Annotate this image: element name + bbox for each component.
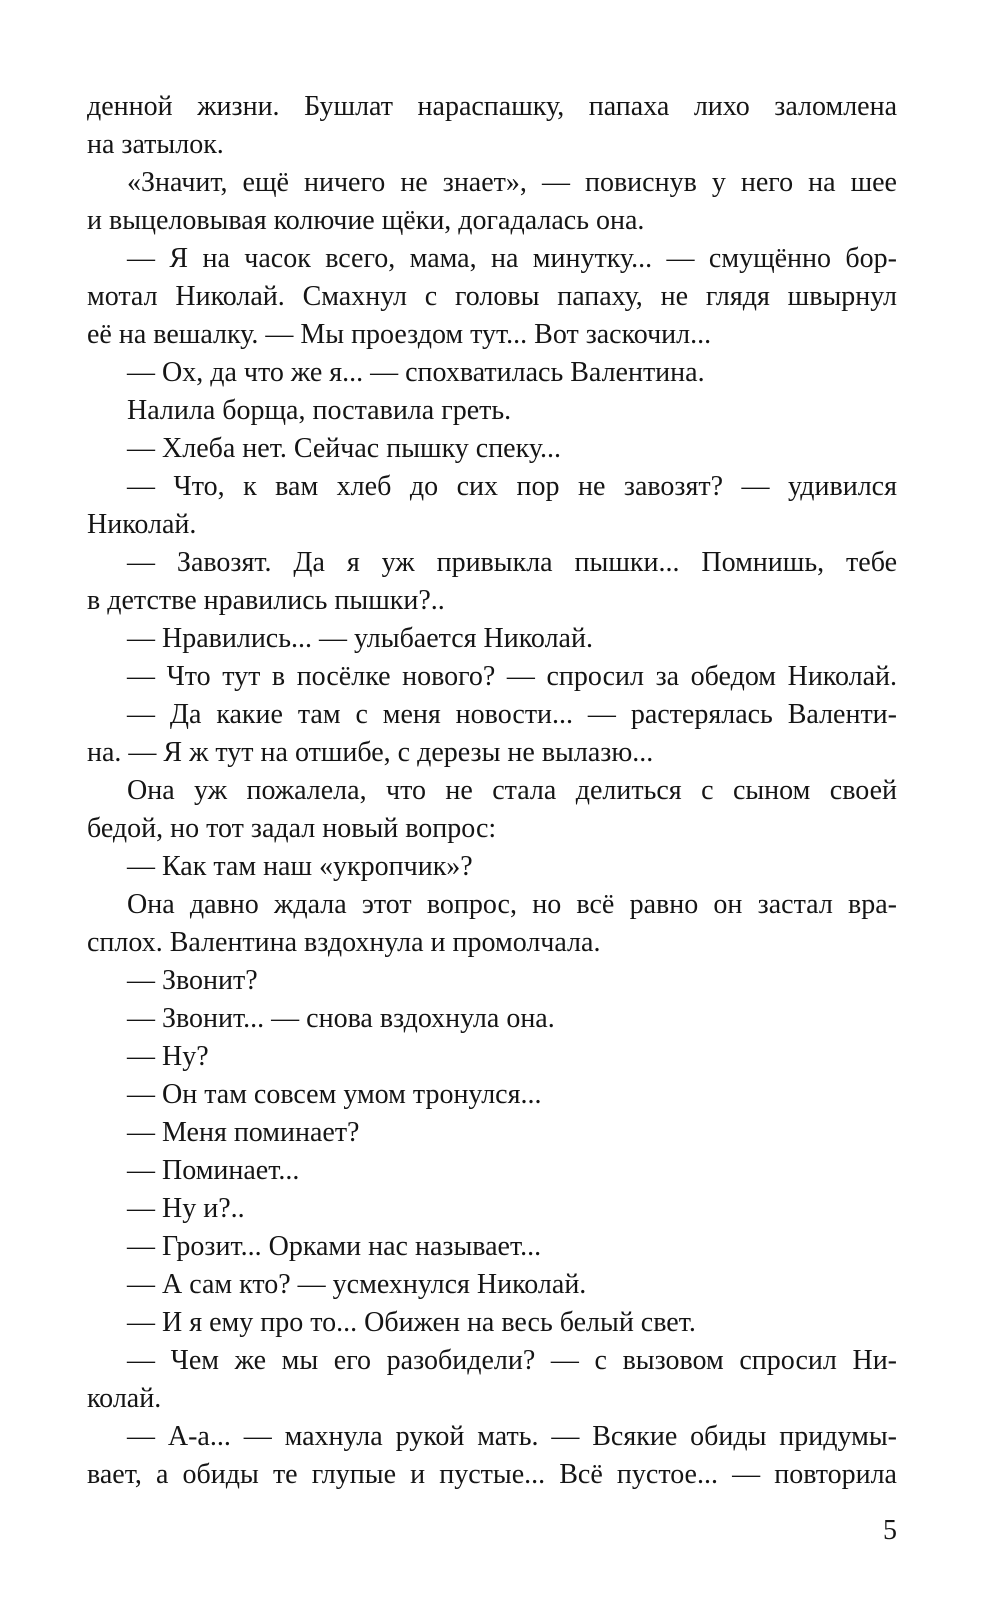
text-line: — Как там наш «укропчик»?	[127, 851, 473, 882]
text-line: — Чем же мы его разобидели? — с вызовом спросил Ни-	[127, 1345, 897, 1376]
text-line: её на вешалку. — Мы проездом тут... Вот заскочил...	[87, 319, 712, 350]
text-line: — Хлеба нет. Сейчас пышку спеку...	[127, 433, 562, 464]
text-line: — Он там совсем умом тронулся...	[127, 1079, 542, 1110]
text-line: — Нравились... — улыбается Николай.	[127, 623, 593, 654]
text-line: — Что тут в посёлке нового? — спросил за обедом Николай.	[127, 661, 897, 692]
text-line: — А-а... — махнула рукой мать. — Всякие обиды придумы-	[127, 1421, 897, 1452]
text-line: на. — Я ж тут на отшибе, с дерезы не вылазю...	[87, 737, 654, 768]
body-text	[87, 88, 897, 1494]
text-line: на затылок.	[87, 129, 224, 160]
text-line: — Ох, да что же я... — спохватилась Валентина.	[127, 357, 705, 388]
text-line: — Звонит... — снова вздохнула она.	[127, 1003, 555, 1034]
text-line: — Поминает...	[127, 1155, 300, 1186]
text-line: — Да какие там с меня новости... — растерялась Валенти-	[127, 699, 897, 730]
text-line: «Значит, ещё ничего не знает», — повиснув у него на шее	[127, 167, 897, 198]
text-line: — Грозит... Орками нас называет...	[127, 1231, 542, 1262]
text-line: — Ну и?..	[127, 1193, 245, 1224]
text-line: — И я ему про то... Обижен на весь белый свет.	[127, 1307, 696, 1338]
text-line: и выцеловывая колючие щёки, догадалась она.	[87, 205, 645, 236]
text-line: — Ну?	[127, 1041, 209, 1072]
text-line: Она уж пожалела, что не стала делиться с сыном своей	[127, 775, 897, 806]
text-line: сплох. Валентина вздохнула и промолчала.	[87, 927, 601, 958]
text-line: Налила борща, поставила греть.	[127, 395, 512, 426]
text-line: в детстве нравились пышки?..	[87, 585, 445, 616]
text-line: — Завозят. Да я уж привыкла пышки... Помнишь, тебе	[127, 547, 897, 578]
text-line: колай.	[87, 1383, 162, 1414]
text-line: — Звонит?	[127, 965, 258, 996]
text-line: — Я на часок всего, мама, на минутку... — смущённо бор-	[127, 243, 897, 274]
text-line: Николай.	[87, 509, 197, 540]
text-line: — Меня поминает?	[127, 1117, 360, 1148]
text-line: — А сам кто? — усмехнулся Николай.	[127, 1269, 587, 1300]
text-line: — Что, к вам хлеб до сих пор не завозят? — удивился	[127, 471, 897, 502]
text-line: денной жизни. Бушлат нараспашку, папаха лихо заломлена	[87, 91, 897, 122]
text-line: мотал Николай. Смахнул с головы папаху, не глядя швырнул	[87, 281, 897, 312]
text-line: Она давно ждала этот вопрос, но всё равно он застал вра-	[127, 889, 897, 920]
text-line: бедой, но тот задал новый вопрос:	[87, 813, 497, 844]
text-line: вает, а обиды те глупые и пустые... Всё пустое... — повторила	[87, 1459, 897, 1490]
page-number: 5	[883, 1515, 897, 1546]
